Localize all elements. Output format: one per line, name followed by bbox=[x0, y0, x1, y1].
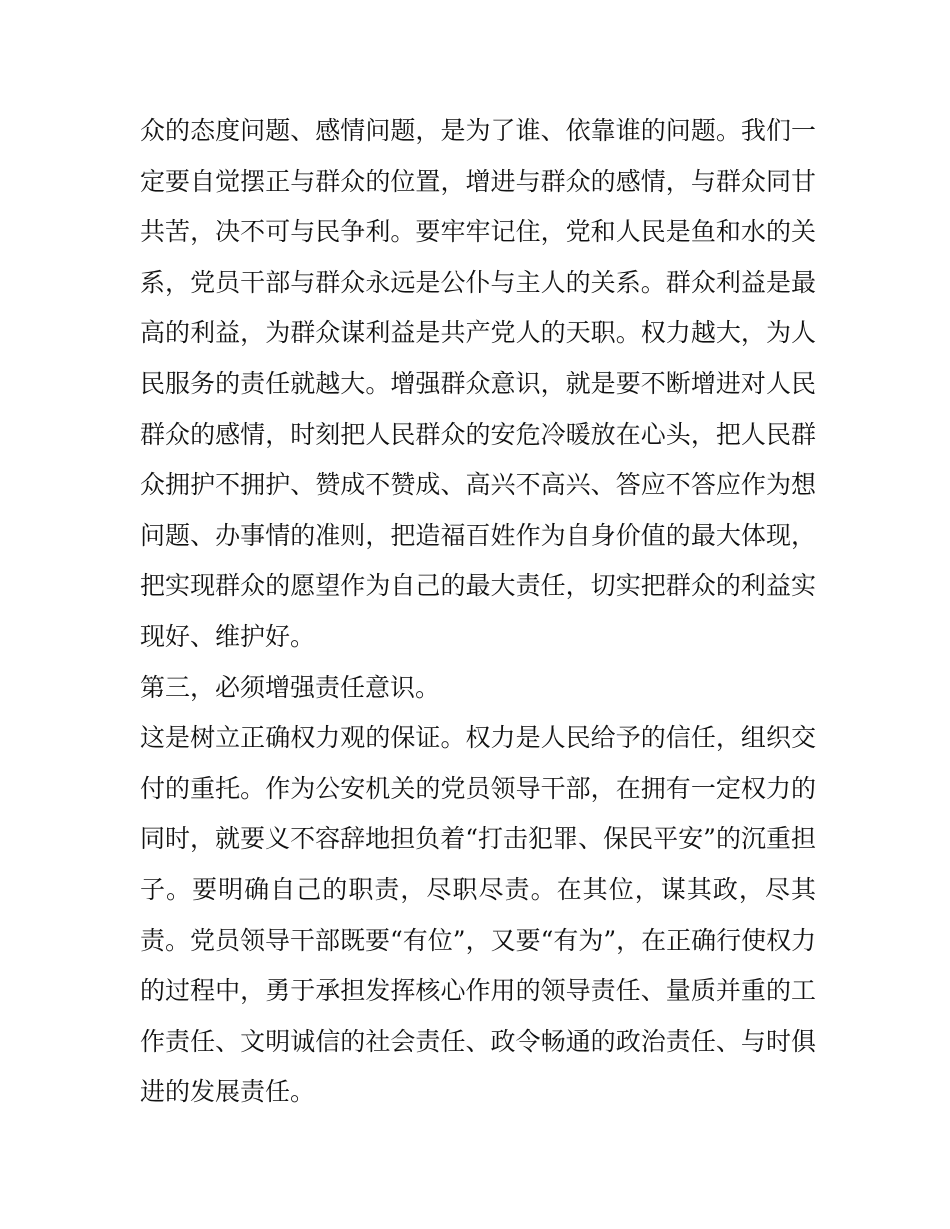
text-line: 现好、维护好。 bbox=[140, 621, 316, 651]
text-line: 众拥护不拥护、赞成不赞成、高兴不高兴、答应不答应作为想 bbox=[140, 470, 816, 500]
text-line: 责。党员领导干部既要“有位”，又要“有为”，在正确行使权力 bbox=[140, 925, 817, 955]
document-body bbox=[140, 106, 816, 1118]
text-line: 付的重托。作为公安机关的党员领导干部，在拥有一定权力的 bbox=[140, 773, 816, 803]
text-line: 子。要明确自己的职责，尽职尽责。在其位，谋其政，尽其 bbox=[140, 874, 816, 904]
text-line: 同时，就要义不容辞地担负着“打击犯罪、保民平安”的沉重担 bbox=[140, 824, 816, 854]
text-line: 群众的感情，时刻把人民群众的安危冷暖放在心头，把人民群 bbox=[140, 419, 816, 449]
text-line: 把实现群众的愿望作为自己的最大责任，切实把群众的利益实 bbox=[140, 571, 816, 601]
section-heading: 第三，必须增强责任意识。 bbox=[140, 672, 441, 702]
text-line: 的过程中，勇于承担发挥核心作用的领导责任、量质并重的工 bbox=[140, 976, 816, 1006]
text-line: 民服务的责任就越大。增强群众意识，就是要不断增进对人民 bbox=[140, 368, 816, 398]
text-line: 众的态度问题、感情问题，是为了谁、依靠谁的问题。我们一 bbox=[140, 116, 816, 145]
text-line: 进的发展责任。 bbox=[140, 1077, 316, 1107]
text-line: 系，党员干部与群众永远是公仆与主人的关系。群众利益是最 bbox=[140, 267, 816, 297]
text-line: 问题、办事情的准则，把造福百姓作为自身价值的最大体现， bbox=[140, 520, 816, 550]
text-line: 高的利益，为群众谋利益是共产党人的天职。权力越大，为人 bbox=[140, 318, 816, 348]
text-line: 这是树立正确权力观的保证。权力是人民给予的信任，组织交 bbox=[140, 723, 816, 753]
text-line: 共苦，决不可与民争利。要牢牢记住，党和人民是鱼和水的关 bbox=[140, 217, 816, 247]
text-line: 定要自觉摆正与群众的位置，增进与群众的感情，与群众同甘 bbox=[140, 166, 816, 196]
text-line: 作责任、文明诚信的社会责任、政令畅通的政治责任、与时俱 bbox=[140, 1026, 816, 1056]
